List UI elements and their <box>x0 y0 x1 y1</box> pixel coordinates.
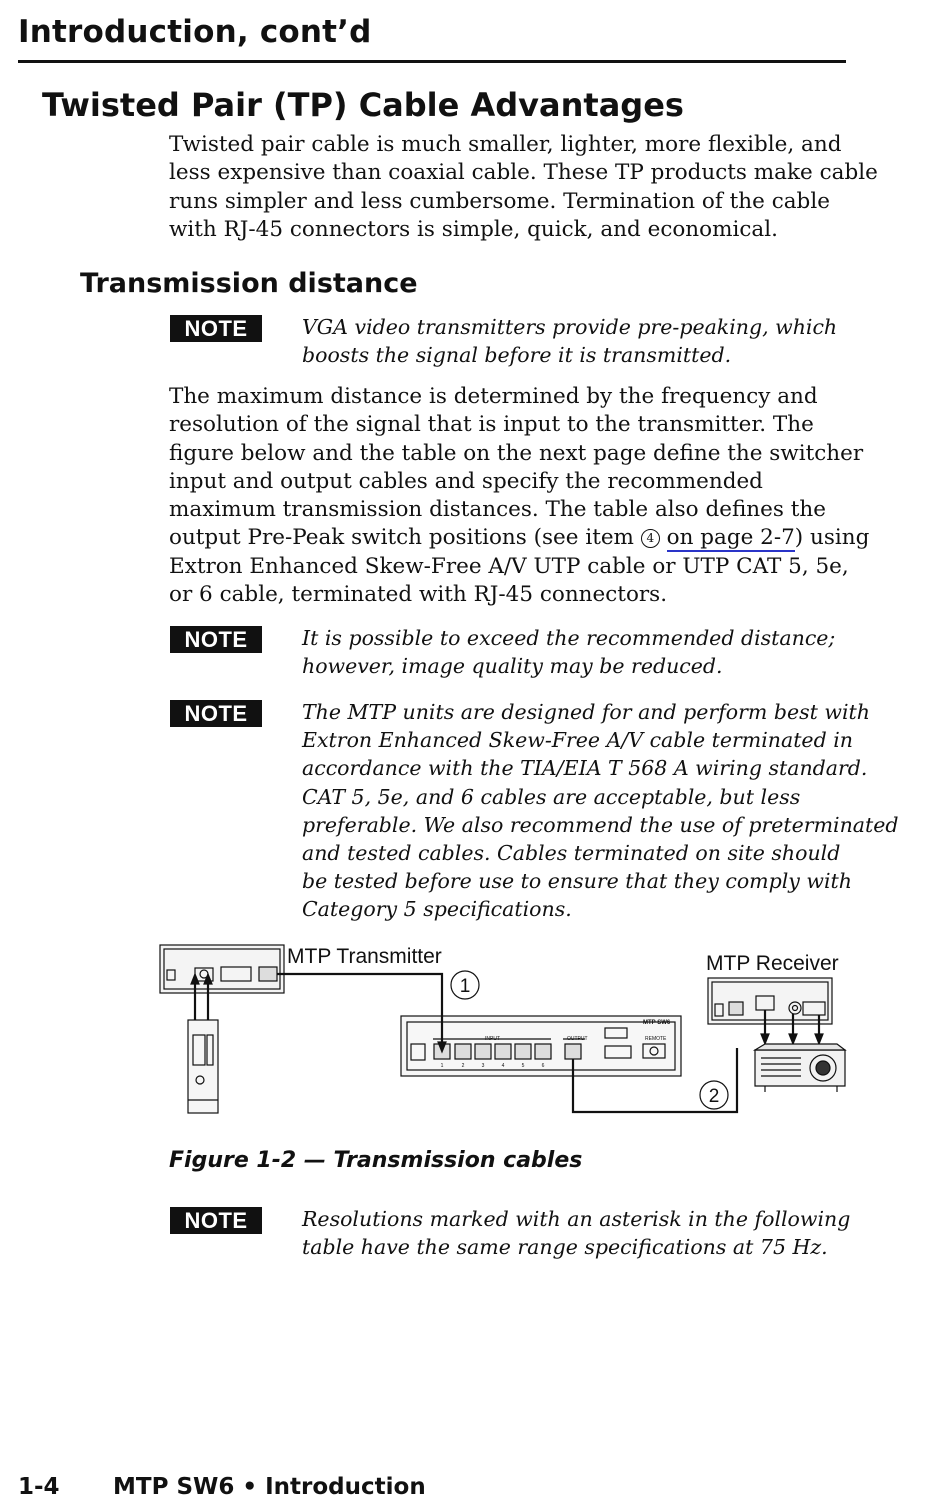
switcher-brand-label: MTP SW6 <box>643 1020 671 1026</box>
port-number: 1 <box>440 1063 444 1069</box>
note-line: It is possible to exceed the recommended distance; <box>302 626 836 650</box>
port-number: 4 <box>501 1063 505 1069</box>
note-line: accordance with the TIA/EIA T 568 A wiring standard. <box>302 756 868 781</box>
note-line: Extron Enhanced Skew-Free A/V cable terminated in <box>302 728 853 753</box>
note-line: table have the same range specifications at 75 Hz. <box>302 1235 828 1260</box>
paragraph-line: less expensive than coaxial cable. These TP products make cable <box>169 160 878 186</box>
subsection-heading: Transmission distance <box>80 268 418 299</box>
distance-paragraph <box>169 383 870 609</box>
transmission-cables-figure <box>155 940 855 1120</box>
note-text <box>302 624 862 680</box>
receiver-label: MTP Receiver <box>706 952 839 975</box>
note-line: however, image quality may be reduced. <box>302 654 723 679</box>
note-line: CAT 5, 5e, and 6 cables are acceptable, but less <box>302 784 801 809</box>
paragraph-line: or 6 cable, terminated with RJ-45 connectors. <box>169 582 668 608</box>
port-number: 6 <box>541 1063 545 1069</box>
paragraph-line: Twisted pair cable is much smaller, lighter, more flexible, and <box>169 132 842 157</box>
running-header: Introduction, cont’d <box>18 14 372 50</box>
paragraph-line <box>169 524 870 552</box>
paragraph-line: with RJ-45 connectors is simple, quick, and economical. <box>169 216 778 242</box>
callout-2-number: 2 <box>708 1086 720 1107</box>
line-text: output Pre-Peak switch positions (see item <box>169 525 641 551</box>
header-rule <box>18 60 846 63</box>
note-line: Category 5 specifications. <box>302 897 572 922</box>
input-label: INPUT <box>485 1036 500 1042</box>
line-text: ) using <box>794 525 870 551</box>
page-number: 1-4 <box>18 1474 60 1500</box>
port-number: 5 <box>521 1063 525 1069</box>
callout-1-number: 1 <box>459 976 471 997</box>
source-device <box>188 1020 218 1113</box>
port-number: 3 <box>481 1063 485 1069</box>
mtp-receiver-unit <box>708 978 832 1024</box>
output-label: OUTPUT <box>567 1036 588 1042</box>
note-line: Resolutions marked with an asterisk in the following <box>302 1207 851 1231</box>
projector <box>755 1050 845 1086</box>
footer-doc-title: MTP SW6 • Introduction <box>113 1474 426 1500</box>
remote-label: REMOTE <box>645 1036 667 1042</box>
note-badge: NOTE <box>170 315 262 342</box>
paragraph-line: The maximum distance is determined by the frequency and <box>169 384 818 409</box>
paragraph-line: figure below and the table on the next page define the switcher <box>169 440 864 466</box>
note-line: preferable. We also recommend the use of preterminated <box>302 812 899 837</box>
note-line: VGA video transmitters provide pre-peaking, which <box>302 315 838 339</box>
figure-caption: Figure 1-2 — Transmission cables <box>169 1148 583 1173</box>
item-number-circle: 4 <box>641 529 660 548</box>
note-text <box>302 1205 862 1261</box>
transmitter-label: MTP Transmitter <box>287 945 442 968</box>
port-number: 2 <box>461 1063 465 1069</box>
paragraph-line: Extron Enhanced Skew-Free A/V UTP cable or UTP CAT 5, 5e, <box>169 553 849 579</box>
note-text <box>302 313 862 369</box>
note-badge: NOTE <box>170 1207 262 1234</box>
intro-paragraph <box>169 131 878 244</box>
note-line: The MTP units are designed for and perform best with <box>302 700 870 724</box>
paragraph-line: runs simpler and less cumbersome. Termination of the cable <box>169 188 830 214</box>
paragraph-line: maximum transmission distances. The table also defines the <box>169 497 826 523</box>
paragraph-line: resolution of the signal that is input to the transmitter. The <box>169 412 814 438</box>
paragraph-line: input and output cables and specify the recommended <box>169 468 763 494</box>
note-line: boosts the signal before it is transmitted. <box>302 343 732 368</box>
note-line: and tested cables. Cables terminated on site should <box>302 841 841 866</box>
note-text <box>302 698 899 924</box>
note-badge: NOTE <box>170 700 262 727</box>
page-reference-link[interactable]: on page 2-7 <box>666 525 795 551</box>
section-heading: Twisted Pair (TP) Cable Advantages <box>42 86 684 124</box>
note-line: be tested before use to ensure that they comply with <box>302 869 852 894</box>
note-badge: NOTE <box>170 626 262 653</box>
